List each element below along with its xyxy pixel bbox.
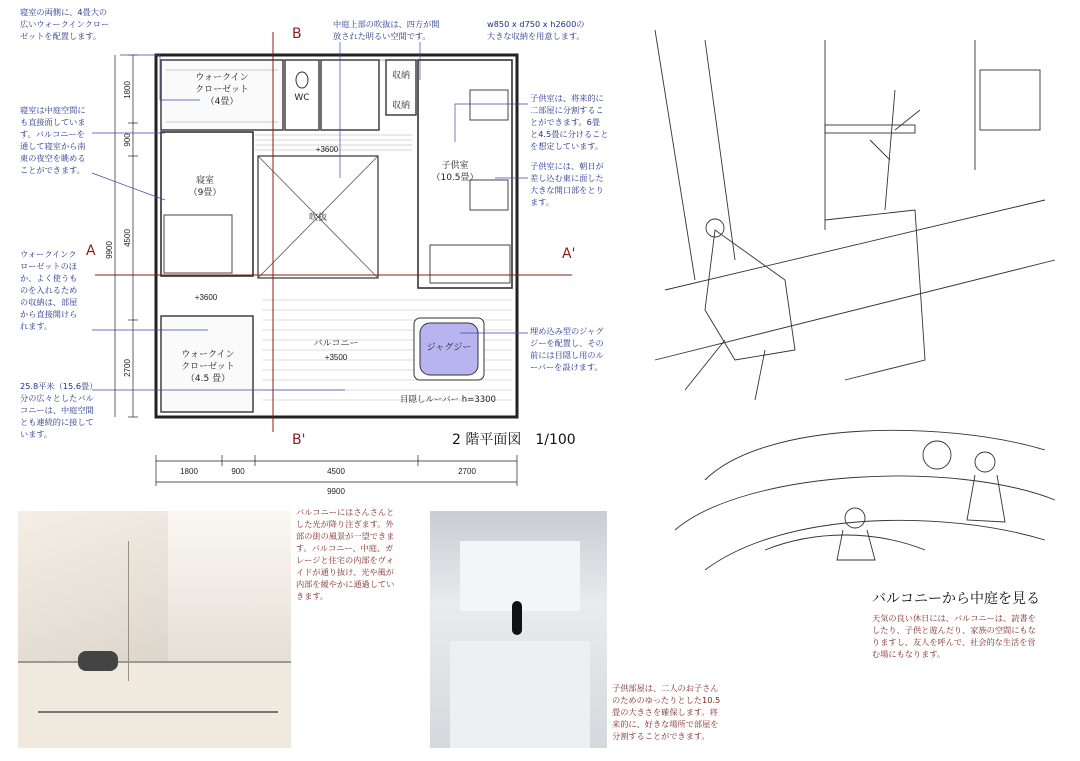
louver-label: 目隠しルーバー h=3300 bbox=[400, 395, 496, 405]
note-storage: w850 x d750 x h2600の 大きな収納を用意します。 bbox=[487, 19, 585, 41]
note-kids-divide: 子供室は、将来的に 二部屋に分割するこ とができます。6畳 と4.5畳に分けること を想定しています。 bbox=[530, 93, 609, 151]
dim-bottom-total: 9900 bbox=[327, 487, 345, 496]
balcony-sketch bbox=[645, 30, 1065, 580]
kids-room-label: 子供室（10.5畳） bbox=[431, 161, 479, 183]
level-corridor-left: +3600 bbox=[194, 293, 218, 302]
void-label: 吹抜 bbox=[308, 213, 328, 223]
dim-left-1: 1800 bbox=[123, 81, 132, 99]
level-corridor-top: +3600 bbox=[315, 145, 339, 154]
section-mark-a-prime: A' bbox=[562, 246, 576, 262]
storage-label-2: 収納 bbox=[391, 101, 411, 111]
jacuzzi-label: ジャグジー bbox=[426, 343, 472, 353]
dim-left-4: 2700 bbox=[123, 359, 132, 377]
walkin-top-room bbox=[161, 60, 283, 130]
note-balcony-area: 25.8平米（15.6畳） 分の広々としたバル コニーは、中庭空間 とも連続的に接して います。 bbox=[20, 381, 98, 439]
dim-left-2: 900 bbox=[123, 133, 132, 147]
storage-label-1: 収納 bbox=[391, 71, 411, 81]
note-closet: ウォークインク ローゼットのほ か、よく使うも のを入れるため の収納は、部屋 から直接開けら れます。 bbox=[20, 249, 78, 331]
note-walkin: 寝室の両側に、4畳大の 広いウォークインクロー ゼットを配置します。 bbox=[20, 7, 110, 41]
dim-bottom-4: 2700 bbox=[458, 467, 476, 476]
walkin-top-label: ウォークインクローゼット（4畳） bbox=[195, 73, 249, 107]
sketch-title: バルコニーから中庭を見る bbox=[872, 591, 1040, 607]
bedroom-room bbox=[161, 132, 253, 276]
section-mark-b: B bbox=[292, 26, 302, 42]
kids-room-model-photo bbox=[430, 511, 607, 748]
dim-bottom-1: 1800 bbox=[180, 467, 198, 476]
note-photo2: 子供部屋は、二人のお子さん のためのゆったりとした10.5 畳の大きさを確保します。将 来的に、好きな場所で部屋を 分割することができます。 bbox=[612, 683, 721, 741]
balcony-label: バルコニー bbox=[313, 339, 359, 349]
dim-bottom-3: 4500 bbox=[327, 467, 345, 476]
dim-left-3: 4500 bbox=[123, 229, 132, 247]
dim-bottom-2: 900 bbox=[231, 467, 245, 476]
section-mark-a: A bbox=[86, 243, 96, 259]
note-jacuzzi: 埋め込み型のジャグ ジーを配置し、その 前には目隠し用のル ーバーを設けます。 bbox=[530, 326, 604, 372]
section-mark-b-prime: B' bbox=[292, 432, 306, 448]
dim-left-total: 9900 bbox=[105, 241, 114, 259]
balcony-model-photo bbox=[18, 511, 291, 748]
plan-title: 2 階平面図 1/100 bbox=[452, 432, 576, 448]
walkin-bottom-label: ウォークインクローゼット（4.5 畳） bbox=[181, 350, 235, 384]
note-void: 中庭上部の吹抜は、四方が開 放された明るい空間です。 bbox=[333, 19, 440, 41]
note-kids-window: 子供室には、朝日が 差し込む東に面した 大きな開口部をとり ます。 bbox=[530, 161, 604, 207]
level-balcony: +3500 bbox=[324, 353, 348, 362]
note-photo1: バルコニーにはさんさんと した光が降り注ぎます。外 部の街の風景が一望できま す。バルコニー、中庭、ガ レージと住宅の内部をヴォ イドが通り抜け、光や風が 内部を緩やかに通過してい きます。 bbox=[296, 507, 395, 601]
bedroom-label: 寝室（9畳） bbox=[188, 176, 222, 198]
note-bedroom: 寝室は中庭空間に も直接面していま す。バルコニーを 通して寝室から南 東の夜空を眺める ことができます。 bbox=[20, 105, 86, 175]
wc-label: WC bbox=[294, 93, 310, 103]
note-sketch: 天気の良い休日には、バルコニーは、読書を したり、子供と遊んだり、家族の空間にもな りますし、友人を呼んで、社会的な生活を営 む場にもなります。 bbox=[872, 613, 1036, 659]
